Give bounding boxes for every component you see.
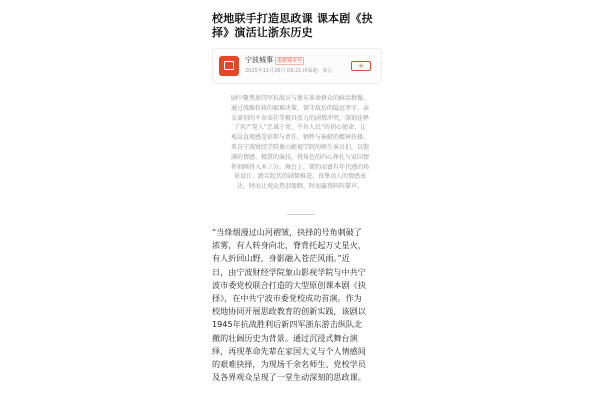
title-line: 择》演活让浙东历史 [212,26,313,39]
body-line: 绎，再现革命先辈在家国大义与个人情感间 [212,345,366,356]
summary-line: 怀刻画得入木三分。舞台上，简约而富有年代感的场 [230,163,369,171]
body-line: 有人折回山野，身影融入苍茫风雨。”近 [212,253,350,264]
article-summary [212,94,388,192]
summary-line: 剧中聚焦新四军抗战员与浙东革命群众的鲜活群像， [230,95,369,102]
title-line: 校地联手打造思政课 课本剧《抉 [212,12,373,25]
account-meta: 2025年11月26日 09:21 IP属地：浙江 [245,68,333,74]
body-line: 择》，在中共宁波市委党校成功首演。作为 [212,293,362,304]
body-line: 及各界观众呈现了一堂生动深刻的思政课。 [212,372,366,383]
body-line: 1945年抗战胜利后新四军浙东游击纵队北 [212,319,363,330]
body-line: 校地协同开展思政教育的创新实践，该剧以 [212,306,366,317]
summary-line: 了共产党人“忠诚于党、不负人民”的初心使命，让 [233,124,367,132]
body-line: 浓雾，有人转身向北，脊背托起万丈星火， [212,240,366,251]
account-name[interactable]: 宁波城事 [245,56,273,64]
summary-line: 景设计、跌宕起伏的剧情推进、真挚动人的情感表 [233,173,366,181]
body-line: 日，由宁波财经学院象山影视学院与中共宁 [212,266,366,277]
follow-button[interactable]: + [351,61,371,71]
summary-line: 达，时而让观众热泪盈眶，时而赢得阵阵掌声。 [236,183,363,191]
section-divider [287,214,315,215]
summary-line: 友离别的不舍牵挂等极具张力的剧情冲突，深刻诠释 [230,114,369,122]
summary-line: 来自宁波财经学院象山影视学院的师生演员们，以饱 [230,143,369,151]
summary-line: 观众直观感受信仰与责任、牺牲与奉献的精神抉择。 [230,134,369,142]
account-tag-badge: 甬派城市号 [277,58,303,64]
account-card[interactable] [212,48,382,84]
summary-line: 满的情感、精湛的演技，将角色的内心挣扎与家国情 [230,153,369,161]
summary-line: 通过战略转移的艰难决策、留守敌后的隐忍坚守、亲 [230,104,369,112]
body-line: “当烽烟漫过山河褶皱，抉择的号角刺破了 [212,227,362,237]
article-title [212,12,388,40]
body-line: 的艰难抉择，为现场千余名师生、党校学员 [212,359,366,370]
account-logo-icon [219,56,239,76]
article-body [212,226,388,384]
body-line: 波市委党校联合打造的大型原创课本剧《抉 [212,279,366,290]
article [212,0,388,400]
body-line: 撤的壮阔历史为背景。通过沉浸式舞台演 [212,332,358,343]
